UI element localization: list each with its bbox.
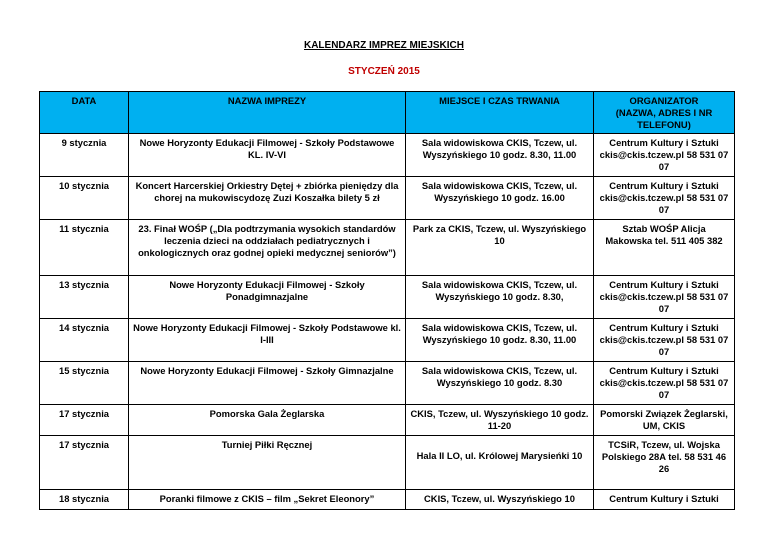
table-row xyxy=(40,405,735,436)
cell-organizer: Sztab WOŚP Alicja Makowska tel. 511 405 382 xyxy=(594,220,735,276)
cell-place: Sala widowiskowa CKIS, Tczew, ul. Wyszyńskiego 10 godz. 8.30, xyxy=(406,276,594,319)
header-organizer-line1: ORGANIZATOR xyxy=(629,95,699,106)
header-organizer xyxy=(594,92,735,134)
cell-name: Nowe Horyzonty Edukacji Filmowej - Szkoły Ponadgimnazjalne xyxy=(129,276,406,319)
cell-name: Poranki filmowe z CKIS – film „Sekret Eleonory” xyxy=(129,490,406,510)
table-row xyxy=(40,177,735,220)
cell-organizer: Centrum Kultury i Sztuki ckis@ckis.tczew.pl 58 531 07 07 xyxy=(594,276,735,319)
cell-name: Nowe Horyzonty Edukacji Filmowej - Szkoły Gimnazjalne xyxy=(129,362,406,405)
cell-organizer: Pomorski Związek Żeglarski, UM, CKIS xyxy=(594,405,735,436)
table-row xyxy=(40,490,735,510)
cell-place: CKIS, Tczew, ul. Wyszyńskiego 10 godz. 11-20 xyxy=(406,405,594,436)
cell-date: 9 stycznia xyxy=(40,134,129,177)
cell-name: 23. Finał WOŚP („Dla podtrzymania wysokich standardów leczenia dzieci na oddziałach pediatrycznych i onkologicznych oraz godnej opieki medycznej seniorów”) xyxy=(129,220,406,276)
cell-date: 14 stycznia xyxy=(40,319,129,362)
cell-date: 15 stycznia xyxy=(40,362,129,405)
table-row xyxy=(40,362,735,405)
header-place: MIEJSCE I CZAS TRWANIA xyxy=(406,92,594,134)
header-name: NAZWA IMPREZY xyxy=(129,92,406,134)
cell-place: CKIS, Tczew, ul. Wyszyńskiego 10 xyxy=(406,490,594,510)
cell-place: Sala widowiskowa CKIS, Tczew, ul. Wyszyńskiego 10 godz. 8.30 xyxy=(406,362,594,405)
table-header-row xyxy=(40,92,735,134)
cell-place: Park za CKIS, Tczew, ul. Wyszyńskiego 10 xyxy=(406,220,594,276)
cell-name: Turniej Piłki Ręcznej xyxy=(129,436,406,490)
cell-date: 11 stycznia xyxy=(40,220,129,276)
cell-date: 17 stycznia xyxy=(40,405,129,436)
cell-name: Koncert Harcerskiej Orkiestry Dętej + zbiórka pieniędzy dla chorej na mukowiscydozę Zuzi Koszałka bilety 5 zł xyxy=(129,177,406,220)
document-title: KALENDARZ IMPREZ MIEJSKICH xyxy=(303,40,464,51)
cell-name: Nowe Horyzonty Edukacji Filmowej - Szkoły Podstawowe kl. I-III xyxy=(129,319,406,362)
cell-organizer: Centrum Kultury i Sztuki xyxy=(594,490,735,510)
cell-date: 10 stycznia xyxy=(40,177,129,220)
cell-place: Sala widowiskowa CKIS, Tczew, ul. Wyszyńskiego 10 godz. 16.00 xyxy=(406,177,594,220)
document-subtitle: STYCZEŃ 2015 xyxy=(348,66,420,77)
cell-date: 17 stycznia xyxy=(40,436,129,490)
cell-date: 13 stycznia xyxy=(40,276,129,319)
cell-date: 18 stycznia xyxy=(40,490,129,510)
cell-organizer: Centrum Kultury i Sztuki ckis@ckis.tczew.pl 58 531 07 07 xyxy=(594,177,735,220)
header-date: DATA xyxy=(40,92,129,134)
events-table xyxy=(39,91,735,510)
cell-name: Pomorska Gala Żeglarska xyxy=(129,405,406,436)
cell-organizer: Centrum Kultury i Sztuki ckis@ckis.tczew.pl 58 531 07 07 xyxy=(594,362,735,405)
cell-place: Hala II LO, ul. Królowej Marysieńki 10 xyxy=(406,436,594,490)
table-row xyxy=(40,134,735,177)
cell-place: Sala widowiskowa CKIS, Tczew, ul. Wyszyńskiego 10 godz. 8.30, 11.00 xyxy=(406,319,594,362)
table-row xyxy=(40,436,735,490)
table-row xyxy=(40,276,735,319)
cell-place: Sala widowiskowa CKIS, Tczew, ul. Wyszyńskiego 10 godz. 8.30, 11.00 xyxy=(406,134,594,177)
header-organizer-line2: (NAZWA, ADRES I NR TELEFONU) xyxy=(615,107,713,130)
cell-name: Nowe Horyzonty Edukacji Filmowej - Szkoły Podstawowe KL. IV-VI xyxy=(129,134,406,177)
table-row xyxy=(40,220,735,276)
table-row xyxy=(40,319,735,362)
cell-organizer: Centrum Kultury i Sztuki ckis@ckis.tczew.pl 58 531 07 07 xyxy=(594,319,735,362)
cell-organizer: Centrum Kultury i Sztuki ckis@ckis.tczew.pl 58 531 07 07 xyxy=(594,134,735,177)
cell-organizer: TCSiR, Tczew, ul. Wojska Polskiego 28A tel. 58 531 46 26 xyxy=(594,436,735,490)
